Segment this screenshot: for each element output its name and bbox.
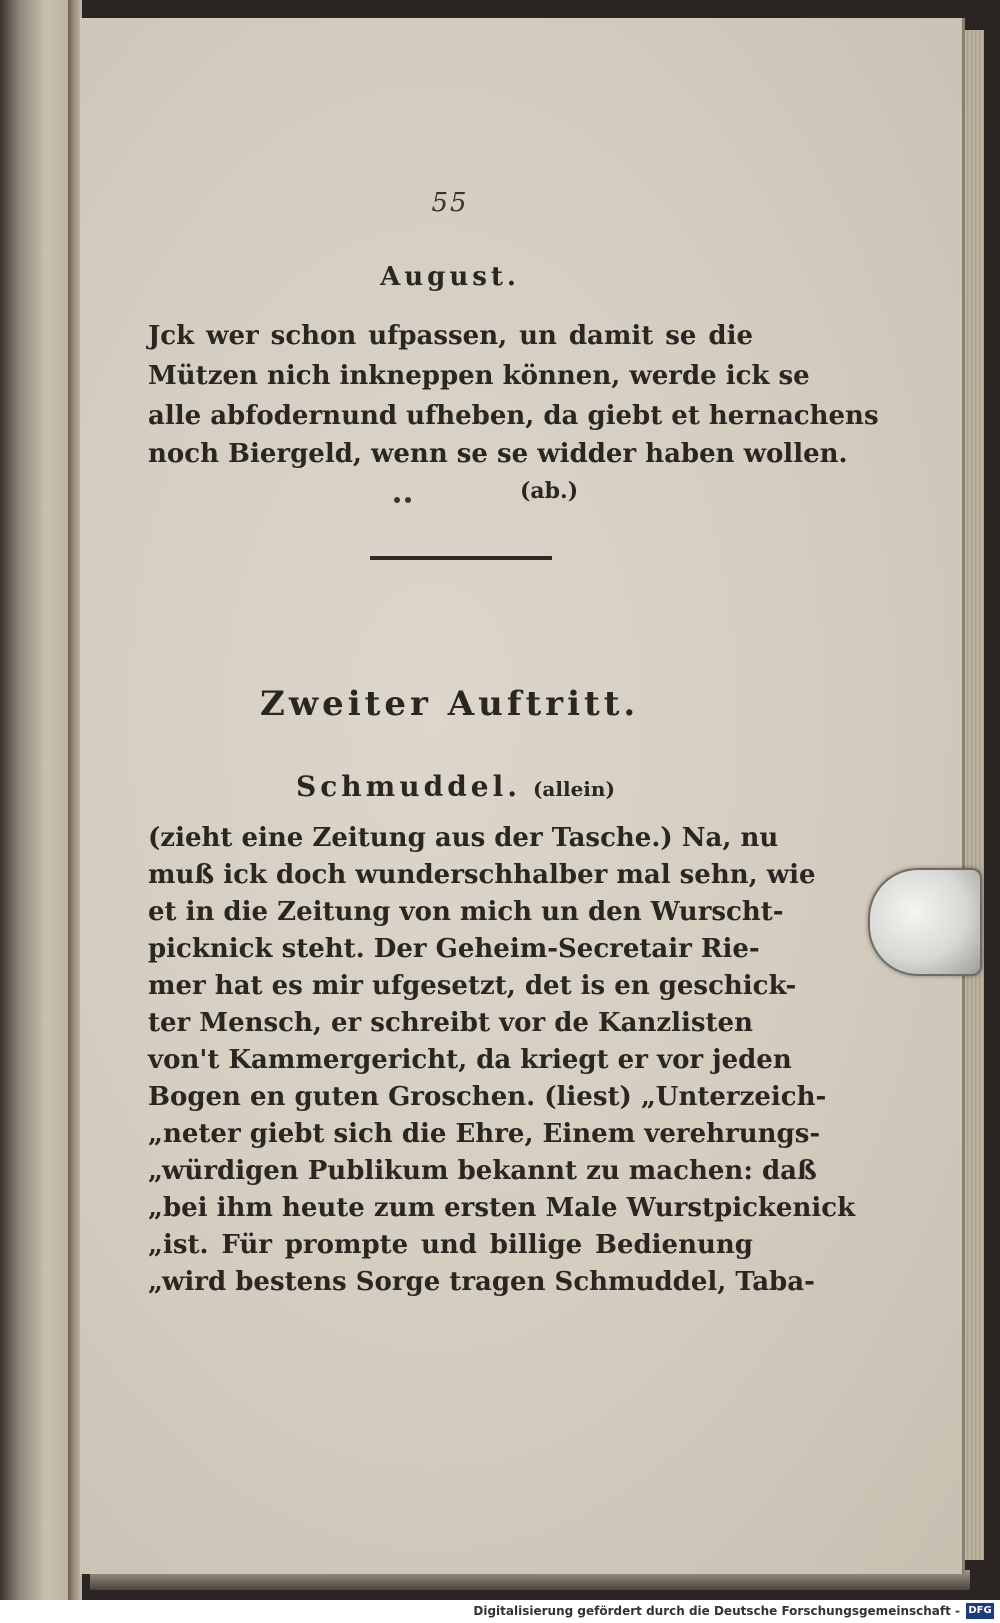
monologue-line: „wird bestens Sorge tragen Schmuddel, Taba- xyxy=(148,1267,815,1297)
monologue-line: von't Kammergericht, da kriegt er vor jeden xyxy=(148,1045,792,1075)
speech-line: Jck wer schon ufpassen, un damit se die xyxy=(148,321,753,351)
monologue-line: „bei ihm heute zum ersten Male Wurstpickenick xyxy=(148,1193,856,1223)
speaker-name: August. xyxy=(380,262,520,292)
speech-line: Mützen nich inkneppen können, werde ick se xyxy=(148,361,810,391)
monologue-line: „neter giebt sich die Ehre, Einem verehrungs- xyxy=(148,1119,821,1149)
monologue-line: „würdigen Publikum bekannt zu machen: daß xyxy=(148,1156,817,1186)
character-direction: (allein) xyxy=(532,777,615,801)
monologue-line: picknick steht. Der Geheim-Secretair Rie- xyxy=(148,934,760,964)
monologue-line: muß ick doch wunderschhalber mal sehn, wie xyxy=(148,860,816,890)
monologue-line: mer hat es mir ufgesetzt, det is en geschick- xyxy=(148,971,797,1001)
character-name: Schmuddel. xyxy=(296,770,521,803)
section-divider-rule xyxy=(370,556,552,560)
monologue-line: ter Mensch, er schreibt vor de Kanzlisten xyxy=(148,1008,753,1038)
digitization-footer xyxy=(0,1600,1000,1623)
scene-title: Zweiter Auftritt. xyxy=(260,684,640,724)
ink-dots xyxy=(394,488,424,496)
page-number: 55 xyxy=(431,188,469,218)
speech-line: noch Biergeld, wenn se se widder haben wollen. xyxy=(148,439,848,469)
page-clip xyxy=(868,868,982,976)
footer-credit: Digitalisierung gefördert durch die Deutsche Forschungsgemeinschaft - xyxy=(473,1604,960,1618)
monologue-line: Bogen en guten Groschen. (liest) „Unterzeich- xyxy=(148,1082,827,1112)
speech-line: alle abfodernund ufheben, da giebt et hernachens xyxy=(148,401,879,431)
stage-direction-exit: (ab.) xyxy=(520,478,579,504)
monologue-line: „ist. Für prompte und billige Bedienung xyxy=(148,1230,753,1260)
dfg-logo: DFG xyxy=(966,1603,994,1619)
monologue-line: et in die Zeitung von mich un den Wurscht- xyxy=(148,897,784,927)
left-page-edge xyxy=(0,0,76,1600)
monologue-line: (zieht eine Zeitung aus der Tasche.) Na, nu xyxy=(148,823,779,853)
character-heading xyxy=(296,770,615,803)
